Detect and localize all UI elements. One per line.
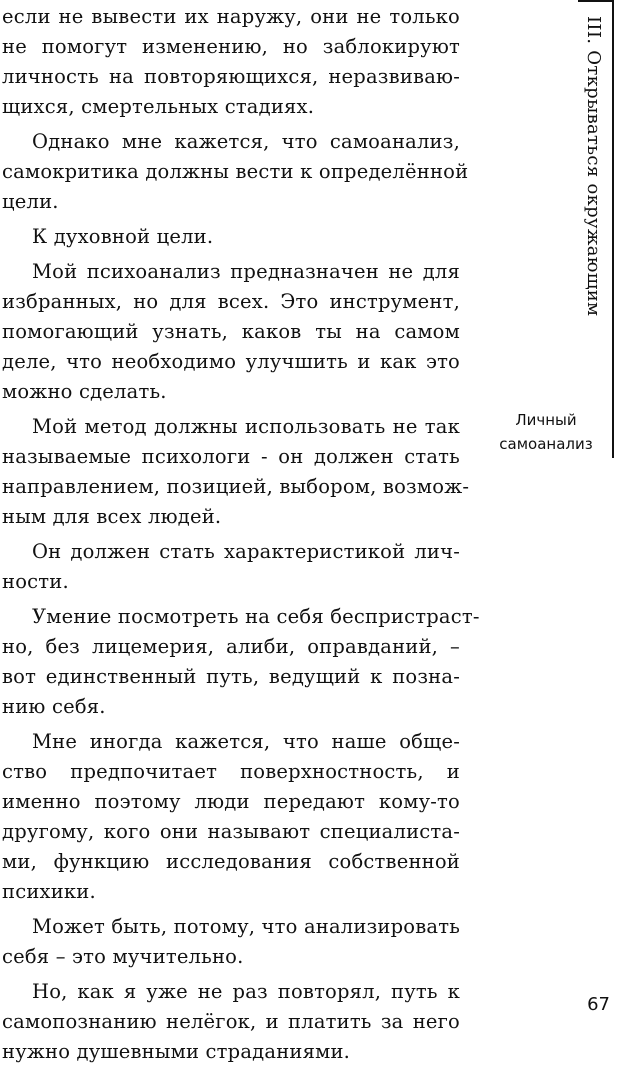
- text-line: ство предпочитает поверхностность, и: [2, 760, 460, 783]
- text-line: можно сделать.: [2, 380, 167, 403]
- side-rule: [612, 0, 614, 458]
- page-number: 67: [587, 994, 610, 1015]
- text-line: себя – это мучительно.: [2, 945, 244, 968]
- text-line: личность на повторяющихся, неразвиваю-: [2, 65, 460, 88]
- text-line: направлением, позицией, выбором, возмож-: [2, 475, 470, 498]
- text-line: деле, что необходимо улучшить и как это: [2, 350, 460, 373]
- text-line: психики.: [2, 880, 96, 903]
- section-label-line: Личный: [515, 411, 577, 429]
- text-line: Мой психоанализ предназначен не для: [32, 260, 460, 283]
- paragraph: [2, 412, 470, 532]
- text-line: другому, кого они называют специалиста-: [2, 820, 460, 843]
- text-line: именно поэтому люди передают кому-то: [2, 790, 460, 813]
- text-line: Однако мне кажется, что самоанализ,: [32, 130, 460, 153]
- text-line: нужно душевными страданиями.: [2, 1040, 351, 1063]
- text-line: самопознанию нелёгок, и платить за него: [2, 1010, 460, 1033]
- body-text: [2, 2, 480, 1067]
- paragraph: [2, 727, 460, 907]
- text-line: но, без лицемерия, алиби, оправданий, –: [2, 635, 460, 658]
- text-line: Он должен стать характеристикой лич-: [32, 540, 460, 563]
- text-line: Может быть, потому, что анализировать: [32, 915, 461, 938]
- text-line: если не вывести их наружу, они не только: [2, 5, 460, 28]
- paragraph: [2, 537, 460, 597]
- section-label: [486, 408, 606, 456]
- paragraph: [2, 222, 460, 252]
- text-line: самокритика должны вести к определённой: [2, 160, 469, 183]
- text-line: цели.: [2, 190, 59, 213]
- text-line: ми, функцию исследования собственной: [2, 850, 460, 873]
- text-line: Мне иногда кажется, что наше обще-: [32, 730, 460, 753]
- text-line: называемые психологи - он должен стать: [2, 445, 460, 468]
- text-line: нию себя.: [2, 695, 106, 718]
- text-line: ным для всех людей.: [2, 505, 222, 528]
- text-line: К духовной цели.: [32, 225, 214, 248]
- text-line: вот единственный путь, ведущий к позна-: [2, 665, 460, 688]
- text-line: Умение посмотреть на себя беспристраст-: [32, 605, 480, 628]
- paragraph: [2, 257, 460, 407]
- text-line: помогающий узнать, каков ты на самом: [2, 320, 460, 343]
- text-line: Но, как я уже не раз повторял, путь к: [32, 980, 460, 1003]
- text-line: Мой метод должны использовать не так: [32, 415, 460, 438]
- text-line: щихся, смертельных стадиях.: [2, 95, 315, 118]
- chapter-title: III. Открываться окружающим: [583, 16, 604, 317]
- text-line: избранных, но для всех. Это инструмент,: [2, 290, 460, 313]
- text-line: не помогут изменению, но заблокируют: [2, 35, 460, 58]
- section-label-line: самоанализ: [499, 435, 593, 453]
- paragraph: [2, 977, 460, 1067]
- paragraph: [2, 912, 460, 972]
- paragraph: [2, 602, 480, 722]
- paragraph: [2, 127, 469, 217]
- text-line: ности.: [2, 570, 69, 593]
- paragraph: [2, 2, 460, 122]
- side-rule-top: [578, 0, 614, 2]
